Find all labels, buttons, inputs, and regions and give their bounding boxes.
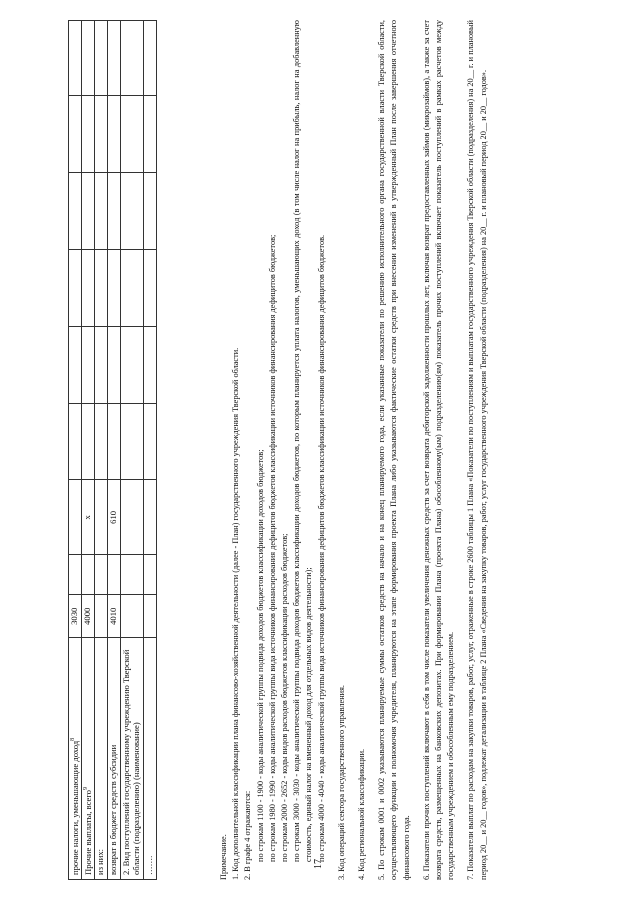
- row-cell: [69, 21, 82, 96]
- note-3: 3. Код операций сектора государственного управления.: [336, 684, 346, 880]
- note-2-item: по строкам 1100 - 1900 - коды аналитической группы подвида доходов бюджетов классификации доходов бюджетов;: [255, 449, 265, 862]
- row-cell: [82, 326, 95, 403]
- row-cell: [108, 403, 121, 480]
- note-2-item: по строкам 1980 - 1990 - коды аналитической группы вида источников финансирования дефицитов бюджетов классификации источников финансирования дефицитов бюджетов;: [267, 234, 277, 862]
- row-cell: [95, 480, 108, 555]
- row-cell: [121, 95, 144, 172]
- row-code-cell: [95, 595, 108, 638]
- row-code-cell: 4000: [82, 595, 95, 638]
- row-name-cell: …….: [144, 638, 157, 880]
- row-cell: [144, 95, 157, 172]
- row-cell: [121, 403, 144, 480]
- row-cell: [144, 326, 157, 403]
- rotated-page-content: [68, 20, 588, 880]
- row-cell: [95, 403, 108, 480]
- row-cell: [144, 249, 157, 326]
- table-row: [95, 21, 108, 880]
- row-cell: [144, 172, 157, 249]
- row-cell: [108, 555, 121, 595]
- row-cell: [95, 21, 108, 96]
- note-5: 5. По строкам 0001 и 0002 указываются планируемые суммы остатков средств на начало и на конец планируемого года, если указанные показатели по решению исполнительного органа государственной власти Тверской области, осуществляющего функции и полномочия учредителя, планируются на этапе формирования проекта Плана либо указываются фактические остатки средств при внесении изменений в утвержденный План после завершения отчетного финансового года.: [377, 20, 411, 880]
- row-cell: [95, 326, 108, 403]
- row-cell: [121, 249, 144, 326]
- row-code-cell: 4010: [108, 595, 121, 638]
- row-cell: [108, 21, 121, 96]
- note-7: 7. Показатели выплат по расходам на закупки товаров, работ, услуг, отраженные в строке 2600 таблицы 1 Плана «Показатели по поступлениям и выплатам государственного учреждения Тверской области (подразделения) на 20__ г. и плановый период 20__ и 20__ годов», подлежат детализации в таблице 2 Плана «Сведения на закупку товаров, работ, услуг государственного учреждения Тверской области (подразделения) на 20__ г. и плановый период 20__ и 20__ годов».: [466, 20, 488, 880]
- row-cell: [144, 21, 157, 96]
- row-cell: [69, 249, 82, 326]
- row-cell: [108, 172, 121, 249]
- row-cell: [121, 555, 144, 595]
- row-name-cell: из них:: [95, 638, 108, 880]
- note-2-item: по строкам 2000 - 2652 - коды видов расходов бюджетов классификации расходов бюджетов;: [280, 533, 290, 862]
- notes-section: [218, 20, 490, 880]
- row-cell: [69, 403, 82, 480]
- row-cell: [82, 403, 95, 480]
- row-code-cell: [121, 595, 144, 638]
- row-cell: [82, 249, 95, 326]
- note-4: 4. Код региональной классификации.: [357, 748, 367, 880]
- row-cell: 610: [108, 480, 121, 555]
- row-cell: [95, 172, 108, 249]
- table-row: [108, 21, 121, 880]
- row-cell: [82, 21, 95, 96]
- row-cell: [82, 172, 95, 249]
- row-cell: [108, 95, 121, 172]
- row-cell: [144, 555, 157, 595]
- row-cell: [108, 326, 121, 403]
- row-cell: [108, 249, 121, 326]
- row-cell: [144, 480, 157, 555]
- notes-heading: Примечание.: [219, 834, 228, 880]
- table-row: [121, 21, 144, 880]
- note-2: 2. В графе 4 отражаются:: [243, 790, 253, 880]
- row-cell: x: [82, 480, 95, 555]
- row-cell: [69, 95, 82, 172]
- row-cell: [121, 21, 144, 96]
- table-row: [69, 21, 82, 880]
- row-cell: [69, 555, 82, 595]
- row-name-cell: возврат в бюджет средств субсидии: [108, 638, 121, 880]
- row-cell: [144, 403, 157, 480]
- page-number: 17: [313, 859, 324, 869]
- row-cell: [121, 326, 144, 403]
- row-cell: [69, 480, 82, 555]
- row-cell: [121, 480, 144, 555]
- table-row: [144, 21, 157, 880]
- note-2-item: по строкам 4000 - 4040 - коды аналитической группы вида источников финансирования дефицитов бюджетов классификации источников финансирования дефицитов бюджетов.: [316, 234, 326, 862]
- note-6: 6. Показатели прочих поступлений включают в себя в том числе показатели увеличения денежных средств за счет возврата дебиторской задолженности прошлых лет, включая возврат предоставленных займов (микрозаймов), а также за счет возврата средств, размещенных на банковских депозитах. При формировании Плана (проекта Плана) обособленному(ым) подразделению(ям) показатель прочих поступлений включает показатель поступлений в рамках расчетов между государственным учреждением и обособленным ему подразделением.: [421, 20, 456, 880]
- note-2-item: по строкам 3000 - 3030 - коды аналитической группы подвида доходов бюджетов классификации доходов бюджетов, по которым планируется уплата налогов, уменьшающих доход (в том числе налог на прибыль, налог на добавленную стоимость, единый налог на вмененный доход для отдельных видов деятельности);: [292, 20, 314, 862]
- row-cell: [95, 555, 108, 595]
- row-cell: [95, 249, 108, 326]
- row-code-cell: [144, 595, 157, 638]
- table-row: [82, 21, 95, 880]
- row-code-cell: 3030: [69, 595, 82, 638]
- row-name-cell: 2. Вид поступлений государственному учреждению Тверской области (подразделению) (наименование): [121, 638, 144, 880]
- row-name-cell: прочие налоги, уменьшающие доход$^8$: [69, 638, 82, 880]
- row-cell: [95, 95, 108, 172]
- plan-indicators-table: [68, 20, 157, 880]
- note-1: 1. Код дополнительной классификации плана финансово-хозяйственной деятельности (далее - План) государственного учреждения Тверской области.: [231, 347, 241, 880]
- row-cell: [82, 555, 95, 595]
- row-cell: [121, 172, 144, 249]
- row-cell: [69, 326, 82, 403]
- row-cell: [69, 172, 82, 249]
- row-name-cell: Прочие выплаты, всего$^9$: [82, 638, 95, 880]
- row-cell: [82, 95, 95, 172]
